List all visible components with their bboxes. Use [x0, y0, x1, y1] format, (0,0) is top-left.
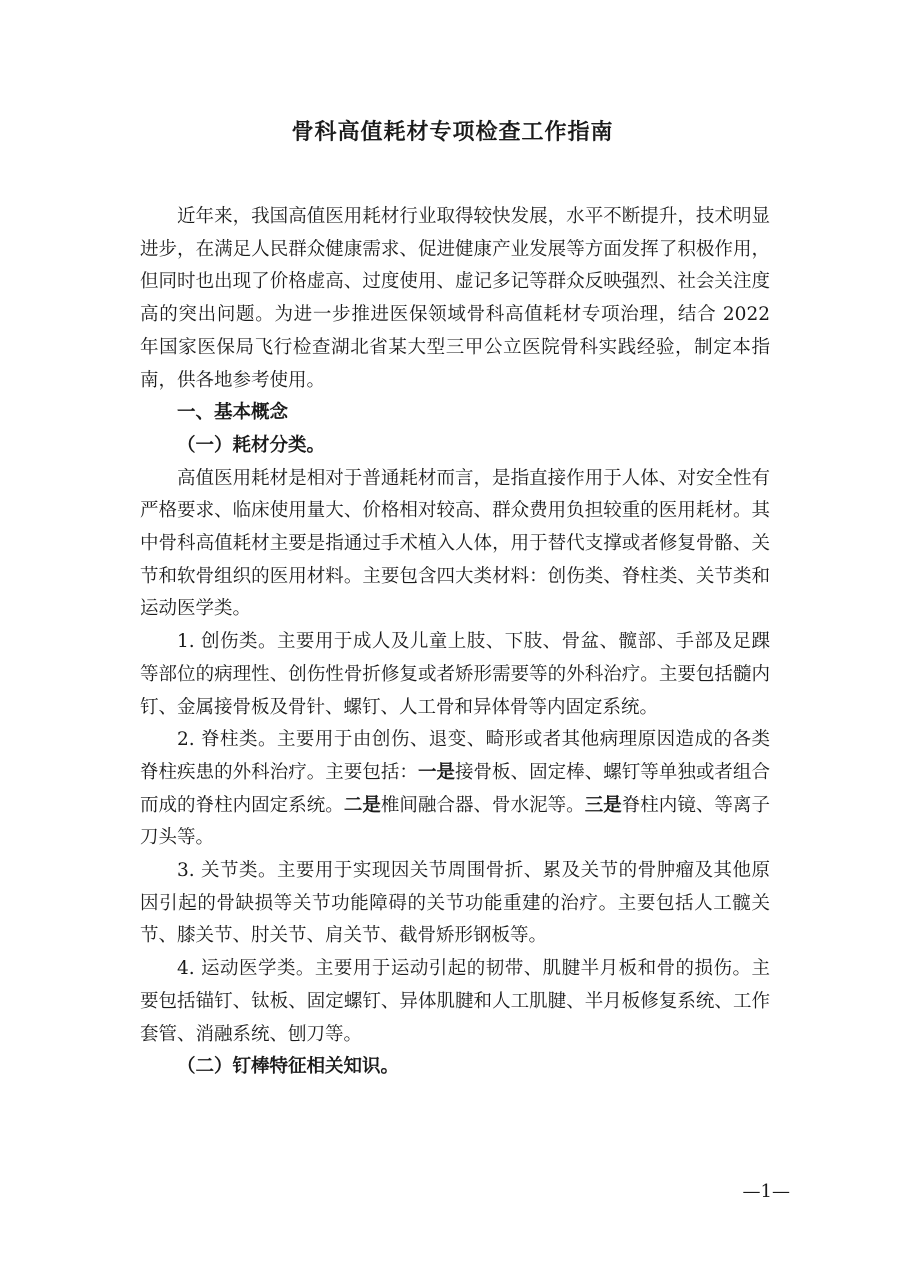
spine-mark-second: 二是 — [343, 794, 381, 816]
spine-text-third: 脊柱内镜、等离子刀头等。 — [140, 794, 770, 849]
list-item-joint: 3. 关节类。主要用于实现因关节周围骨折、累及关节的骨肿瘤及其他原因引起的骨缺损等关节功能障碍的关节功能重建的治疗。主要包括人工髋关节、膝关节、肘关节、肩关节、截骨矫形钢板等。 — [140, 860, 770, 947]
subheading-material-classification: （一）耗材分类。 — [177, 434, 326, 456]
section-heading-basic-concepts: 一、基本概念 — [177, 402, 289, 424]
subheading-screw-rod-knowledge: （二）钉棒特征相关知识。 — [177, 1056, 400, 1078]
intro-paragraph: 近年来，我国高值医用耗材行业取得较快发展，水平不断提升，技术明显进步，在满足人民群众健康需求、促进健康产业发展等方面发挥了积极作用，但同时也出现了价格虚高、过度使用、虚记多记等群众反映强烈、社会关注度高的突出问题。为进一步推进医保领域骨科高值耗材专项治理，结合 2022 年国家医保局飞行检查湖北省某大型三甲公立医院骨科实践经验，制定本指南，供各地参考使用。 — [140, 206, 770, 391]
page-number: —1— — [742, 1181, 790, 1202]
list-item-sports-medicine: 4. 运动医学类。主要用于运动引起的韧带、肌腱半月板和骨的损伤。主要包括锚钉、钛板、固定螺钉、异体肌腱和人工肌腱、半月板修复系统、工作套管、消融系统、刨刀等。 — [140, 958, 770, 1045]
spine-mark-first: 一是 — [417, 761, 455, 783]
list-item-spine — [140, 724, 770, 855]
spine-text-first: 接骨板、固定棒、螺钉等单独或者组合而成的脊柱内固定系统。 — [140, 761, 770, 816]
spine-lead-text: 2. 脊柱类。主要用于由创伤、退变、畸形或者其他病理原因造成的各类脊柱疾患的外科治疗。主要包括： — [140, 729, 770, 783]
document-body — [140, 201, 770, 1084]
classification-paragraph: 高值医用耗材是相对于普通耗材而言，是指直接作用于人体、对安全性有严格要求、临床使用量大、价格相对较高、群众费用负担较重的医用耗材。其中骨科高值耗材主要是指通过手术植入人体，用于替代支撑或者修复骨骼、关节和软骨组织的医用材料。主要包含四大类材料：创伤类、脊柱类、关节类和运动医学类。 — [140, 467, 770, 620]
spine-mark-third: 三是 — [584, 794, 622, 816]
list-item-trauma: 1. 创伤类。主要用于成人及儿童上肢、下肢、骨盆、髋部、手部及足踝等部位的病理性、创伤性骨折修复或者矫形需要等的外科治疗。主要包括髓内钉、金属接骨板及骨针、螺钉、人工骨和异体骨等内固定系统。 — [140, 631, 770, 718]
spine-text-second: 椎间融合器、骨水泥等。 — [380, 794, 585, 816]
document-title: 骨科高值耗材专项检查工作指南 — [291, 119, 614, 145]
